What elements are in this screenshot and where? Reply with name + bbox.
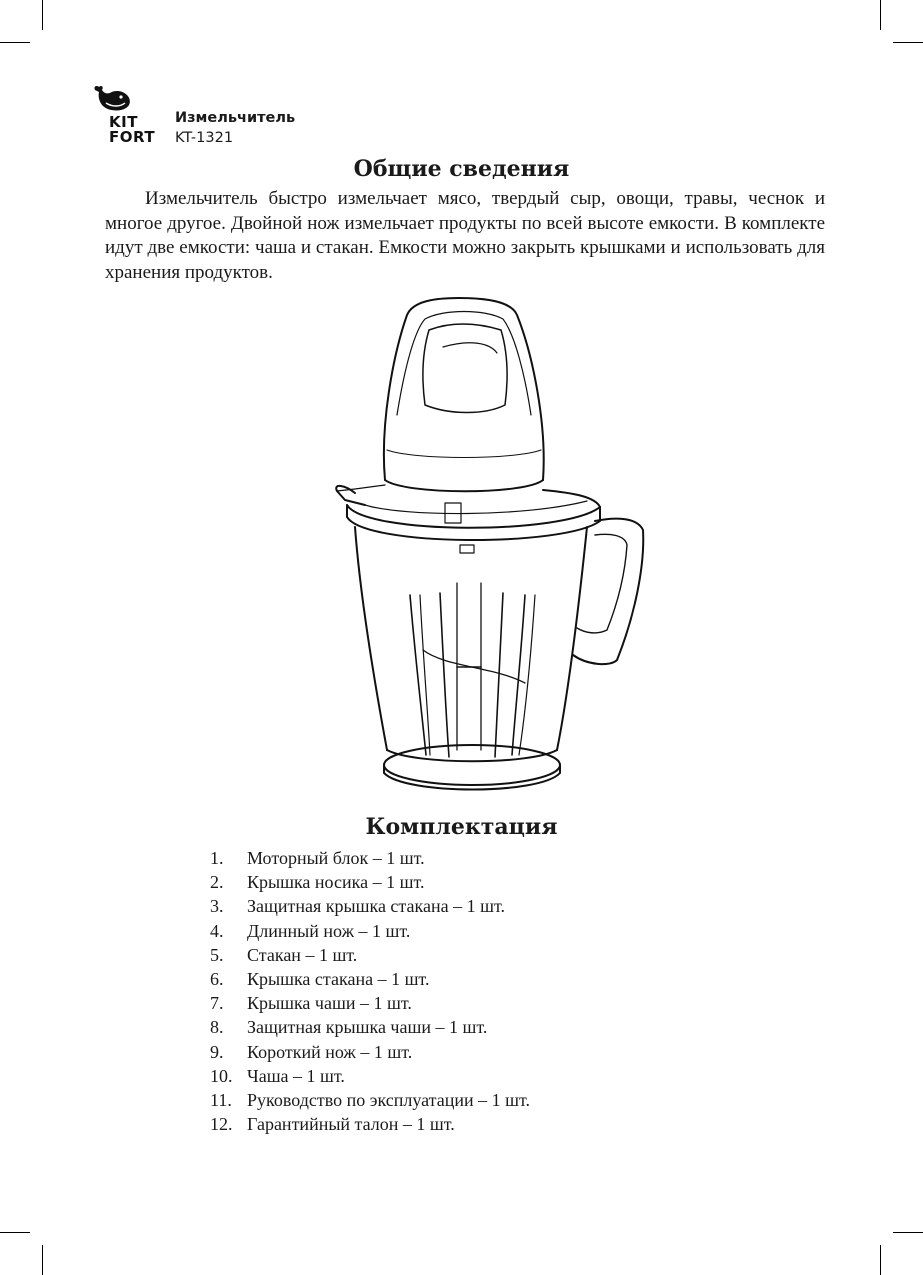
list-item: [210, 870, 530, 894]
item-text: Крышка носика – 1 шт.: [247, 872, 425, 893]
motor-block-outline: [384, 298, 544, 480]
item-text: Крышка стакана – 1 шт.: [247, 969, 430, 990]
crop-mark: [42, 1245, 43, 1275]
list-item: [210, 1015, 530, 1039]
section-title-kit: Комплектация: [365, 814, 558, 840]
list-item: [210, 967, 530, 991]
brand-logo: [92, 84, 162, 146]
crop-mark: [42, 0, 43, 30]
list-item: [210, 919, 530, 943]
crop-mark: [880, 1245, 881, 1275]
item-text: Гарантийный талон – 1 шт.: [247, 1114, 455, 1135]
item-number: 1.: [210, 848, 224, 868]
chopper-illustration: [325, 295, 665, 795]
item-number: 5.: [210, 944, 224, 965]
list-item: [210, 1064, 530, 1088]
list-item: [210, 846, 530, 870]
kit-list: [210, 846, 530, 1136]
list-item: [210, 1088, 530, 1112]
item-number: 4.: [210, 920, 224, 941]
item-number: 11.: [210, 1090, 232, 1111]
bowl-outline: [355, 527, 387, 750]
list-item: [210, 1112, 530, 1136]
crop-mark: [880, 0, 881, 30]
item-number: 12.: [210, 1114, 233, 1135]
item-number: 2.: [210, 872, 224, 893]
item-text: Короткий нож – 1 шт.: [247, 1041, 413, 1062]
item-text: Стакан – 1 шт.: [247, 944, 358, 965]
brand-line-1: KIT: [109, 113, 138, 131]
item-number: 9.: [210, 1041, 224, 1062]
crop-mark: [893, 1232, 923, 1233]
intro-paragraph: Измельчитель быстро измельчает мясо, твердый сыр, овощи, травы, чеснок и многое другое. Двойной нож измельчает продукты по всей высоте емкости. В комплекте идут две емкости: чаша и стакан. Емкости можно закрыть крышками и использовать для хранения продуктов.: [105, 188, 825, 283]
item-text: Защитная крышка чаши – 1 шт.: [247, 1017, 488, 1038]
item-text: Чаша – 1 шт.: [247, 1065, 345, 1086]
model-number: KT-1321: [175, 130, 234, 146]
item-number: 8.: [210, 1017, 224, 1038]
item-number: 10.: [210, 1065, 233, 1086]
item-text: Длинный нож – 1 шт.: [247, 920, 411, 941]
item-text: Крышка чаши – 1 шт.: [247, 993, 412, 1014]
brand-line-2: FORT: [109, 128, 156, 146]
crop-mark: [0, 1232, 30, 1233]
list-item: [210, 991, 530, 1015]
header: [175, 108, 295, 148]
product-type: Измельчитель: [175, 110, 296, 126]
item-text: Моторный блок – 1 шт.: [247, 848, 425, 868]
list-item: [210, 894, 530, 918]
item-number: 3.: [210, 896, 224, 917]
list-item: [210, 1040, 530, 1064]
item-number: 7.: [210, 993, 224, 1014]
section-title-general: Общие сведения: [353, 156, 570, 182]
crop-mark: [0, 42, 30, 43]
item-text: Руководство по эксплуатации – 1 шт.: [247, 1090, 530, 1111]
whale-icon: [92, 84, 134, 114]
crop-mark: [893, 42, 923, 43]
list-item: [210, 943, 530, 967]
item-number: 6.: [210, 969, 224, 990]
bowl-handle: [573, 519, 643, 664]
item-text: Защитная крышка стакана – 1 шт.: [247, 896, 505, 917]
